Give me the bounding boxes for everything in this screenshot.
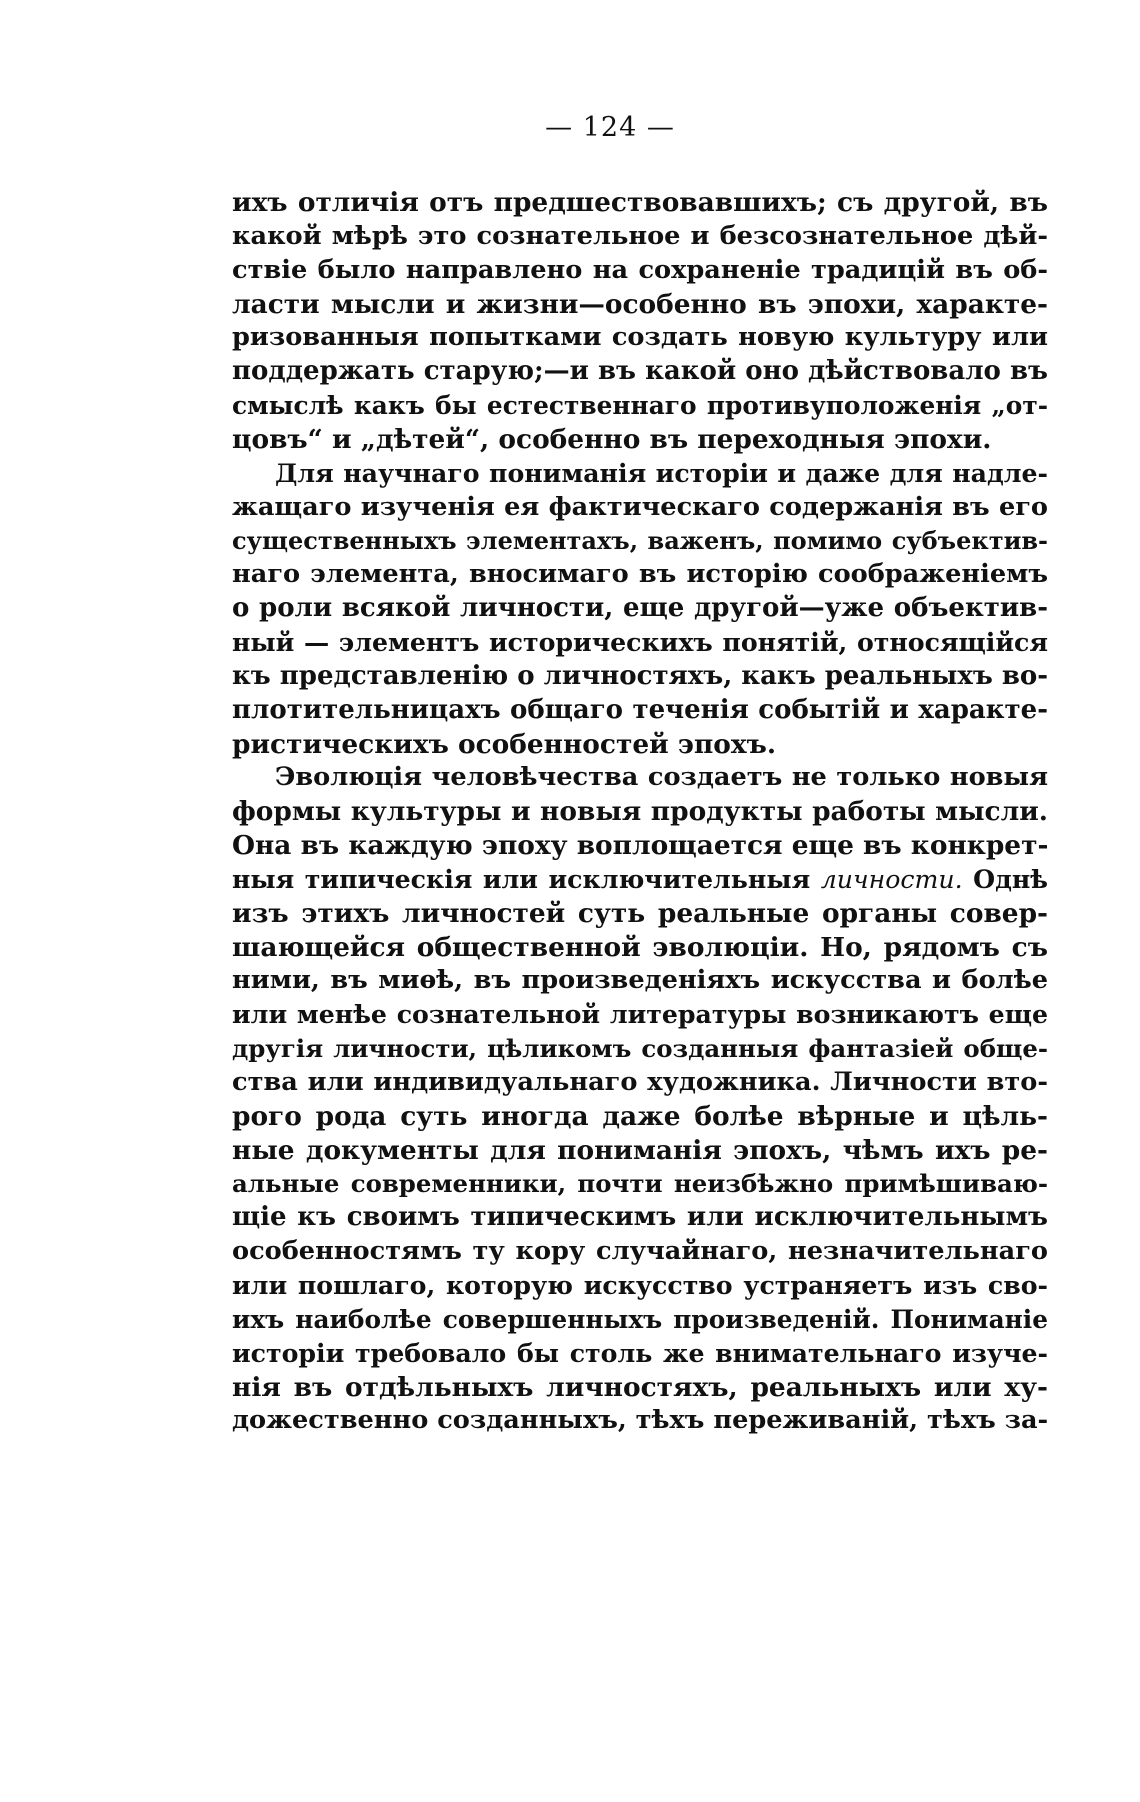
text-line: плотительницахъ общаго теченія событій и характе- — [232, 694, 1048, 725]
text-line: Для научнаго пониманія исторіи и даже для надле- — [275, 457, 1048, 488]
text-line: ихъ наиболѣе совершенныхъ произведеній. Пониманіе — [232, 1304, 1048, 1334]
text-line: Она въ каждую эпоху воплощается еще въ конкрет- — [232, 830, 1049, 862]
text-line: ные документы для пониманія эпохъ, чѣмъ ихъ ре- — [232, 1134, 1048, 1166]
text-line: щіе къ своимъ типическимъ или исключительнымъ — [232, 1202, 1048, 1233]
text-line: ласти мысли и жизни—особенно въ эпохи, характе- — [232, 288, 1048, 320]
text-line: Эволюція человѣчества создаетъ не только новыя — [275, 762, 1048, 793]
text-line: ихъ отличія отъ предшествовавшихъ; съ другой, въ — [232, 187, 1048, 218]
text-line: существенныхъ элементахъ, важенъ, помимо субъектив- — [232, 526, 1048, 556]
italic-word: личности. — [820, 864, 963, 894]
text-fragment: ныя типическія или исключительныя — [232, 863, 811, 894]
text-line: другія личности, цѣликомъ созданныя фантазіей обще- — [232, 1034, 1048, 1064]
body-text — [232, 186, 1048, 1438]
text-line: дожественно созданныхъ, тѣхъ переживаній, тѣхъ за- — [232, 1405, 1049, 1436]
text-line: ный — элементъ историческихъ понятій, относящійся — [232, 626, 1048, 657]
text-fragment: Однѣ — [973, 863, 1048, 894]
text-line: наго элемента, вносимаго въ исторію соображеніемъ — [232, 559, 1048, 590]
text-line: ними, въ миѳѣ, въ произведеніяхъ искусства и болѣе — [232, 965, 1048, 996]
text-line: поддержать старую;—и въ какой оно дѣйствовало въ — [232, 356, 1048, 387]
text-line-with-italic — [232, 863, 1048, 897]
text-line: или пошлаго, которую искусство устраняетъ изъ сво- — [232, 1270, 1048, 1300]
text-line: альные современники, почти неизбѣжно примѣшиваю- — [232, 1169, 1048, 1199]
text-line: особенностямъ ту кору случайнаго, незначительнаго — [232, 1236, 1048, 1267]
text-line: о роли всякой личности, еще другой—уже объектив- — [232, 593, 1048, 624]
text-line: ристическихъ особенностей эпохъ. — [232, 728, 777, 760]
text-line: нія въ отдѣльныхъ личностяхъ, реальныхъ или ху- — [232, 1371, 1048, 1403]
text-line: какой мѣрѣ это сознательное и безсознательное дѣй- — [232, 220, 1048, 251]
text-line: къ представленію о личностяхъ, какъ реальныхъ во- — [232, 660, 1049, 691]
text-line: шающейся общественной эволюціи. Но, рядомъ съ — [232, 931, 1048, 963]
text-line: ризованныя попытками создать новую культуру или — [232, 322, 1048, 353]
text-line: формы культуры и новыя продукты работы мысли. — [232, 796, 1048, 828]
text-line: ства или индивидуальнаго художника. Личности вто- — [232, 1066, 1048, 1097]
text-line: изъ этихъ личностей суть реальные органы совер- — [232, 897, 1048, 929]
page-number: — 124 — — [545, 112, 675, 143]
text-line: смыслѣ какъ бы естественнаго противуположенія „от- — [232, 391, 1048, 421]
text-line: цовъ“ и „дѣтей“, особенно въ переходныя эпохи. — [232, 423, 992, 455]
text-line: или менѣе сознательной литературы возникаютъ еще — [232, 999, 1048, 1030]
text-line: исторіи требовало бы столь же внимательнаго изуче- — [232, 1337, 1048, 1368]
text-line: ствіе было направлено на сохраненіе традицій въ об- — [232, 254, 1048, 285]
text-line: рого рода суть иногда даже болѣе вѣрные и цѣль- — [232, 1100, 1048, 1132]
text-line: жащаго изученія ея фактическаго содержанія въ его — [232, 491, 1048, 522]
